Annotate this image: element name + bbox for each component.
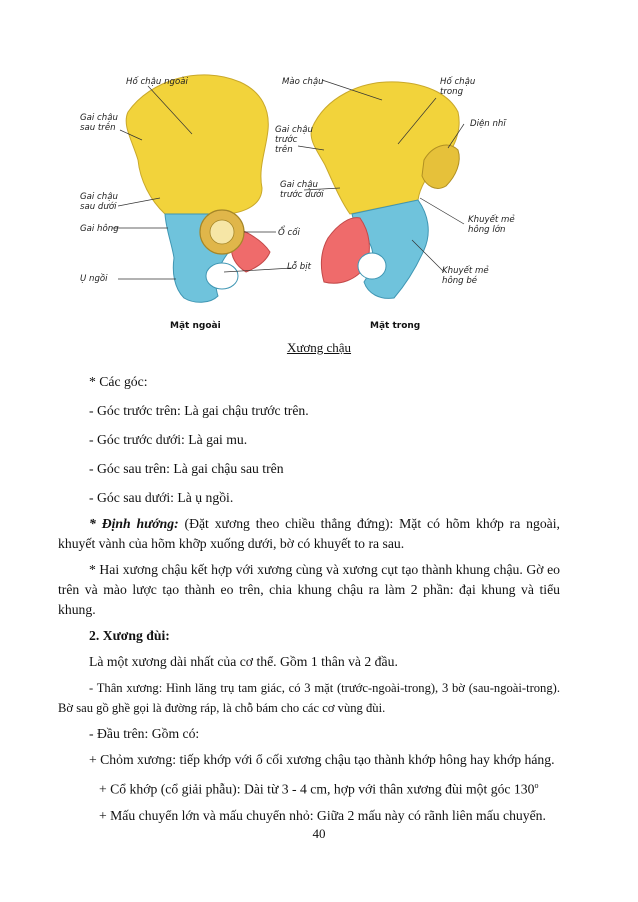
- view-inner-title: Mặt trong: [370, 321, 421, 331]
- angle-item: - Góc trước dưới: Là gai mu.: [89, 432, 248, 447]
- figure-caption: Xương chậu: [286, 340, 352, 355]
- label-gai-chau-sau-duoi: Gai chậu sau dưới: [80, 192, 118, 212]
- page-number: 40: [312, 826, 326, 841]
- label-gai-chau-truoc-duoi: Gai chậu trước dưới: [280, 180, 324, 200]
- label-khuyet-me-hong-be: Khuyết mẻ hông bé: [442, 266, 489, 286]
- view-outer-title: Mặt ngoài: [170, 321, 221, 331]
- pelvis-paragraph: * Hai xương chậu kết hợp với xương cùng và xương cụt tạo thành khung chậu. Gờ eo trên và mào lược tạo thành eo trên, chia khung chậu ra làm 2 phần: đại khung và tiểu khung.: [58, 562, 560, 617]
- femur-trochanter: + Mấu chuyển lớn và mấu chuyển nhỏ: Giữa 2 mấu này có rãnh liên mấu chuyển.: [99, 807, 546, 823]
- label-gai-hong: Gai hông: [80, 224, 119, 234]
- label-gai-chau-truoc-tren: Gai chậu trước trên: [275, 125, 313, 155]
- outer-view-bone: [126, 75, 270, 302]
- orientation-lead: * Định hướng:: [89, 516, 179, 531]
- label-khuyet-me-hong-lon: Khuyết mẻ hông lớn: [468, 215, 515, 235]
- obturator-foramen-inner: [358, 253, 386, 279]
- angle-item: - Góc trước trên: Là gai chậu trước trên.: [89, 403, 309, 418]
- label-u-ngoi: Ụ ngồi: [80, 274, 108, 284]
- angles-heading: * Các góc:: [89, 374, 148, 389]
- femur-heading: 2. Xương đùi:: [89, 628, 170, 643]
- orientation-paragraph: [58, 514, 560, 826]
- femur-shaft: - Thân xương: Hình lăng trụ tam giác, có 3 mặt (trước-ngoài-trong), 3 bờ (sau-ngoài-trong). Bờ sau gồ ghề gọi là đường ráp, là chỗ bám cho các cơ vùng đùi.: [58, 681, 560, 715]
- angle-item: - Góc sau trên: Là gai chậu sau trên: [89, 461, 284, 476]
- label-ho-chau-ngoai: Hố chậu ngoài: [126, 77, 188, 87]
- label-dien-nhi: Diện nhĩ: [470, 119, 506, 129]
- label-ho-chau-trong: Hố chậu trong: [440, 77, 476, 97]
- degree-sup: o: [534, 781, 539, 790]
- angle-item: - Góc sau dưới: Là ụ ngồi.: [89, 490, 234, 505]
- hip-bone-figure: [0, 0, 638, 345]
- femur-upper-end: - Đầu trên: Gồm có:: [89, 726, 200, 741]
- obturator-foramen-outer: [206, 263, 238, 289]
- label-gai-chau-sau-tren: Gai chậu sau trên: [80, 113, 118, 133]
- femur-neck: + Cổ khớp (cổ giải phẫu): Dài từ 3 - 4 cm, hợp với thân xương đùi một góc 130: [99, 781, 535, 797]
- label-lo-bit: Lỗ bịt: [287, 262, 311, 272]
- inner-view-bone: [311, 82, 459, 299]
- ilium-outer: [126, 75, 268, 214]
- orientation-text: (Đặt xương theo chiều thẳng đứng): Mặt có hõm khớp ra ngoài, khuyết vành của hõm khỡp xuống dưới, bờ có khuyết to ra sau.: [58, 516, 560, 551]
- label-o-coi: Ổ cối: [278, 228, 300, 238]
- body-text: [89, 372, 560, 508]
- label-mao-chau: Mào chậu: [282, 77, 324, 87]
- femur-intro: Là một xương dài nhất của cơ thể. Gồm 1 thân và 2 đầu.: [89, 654, 398, 669]
- hip-bone-illustration: [0, 0, 638, 345]
- femur-head: + Chỏm xương: tiếp khớp với ổ cối xương chậu tạo thành khớp hông hay khớp háng.: [89, 752, 555, 767]
